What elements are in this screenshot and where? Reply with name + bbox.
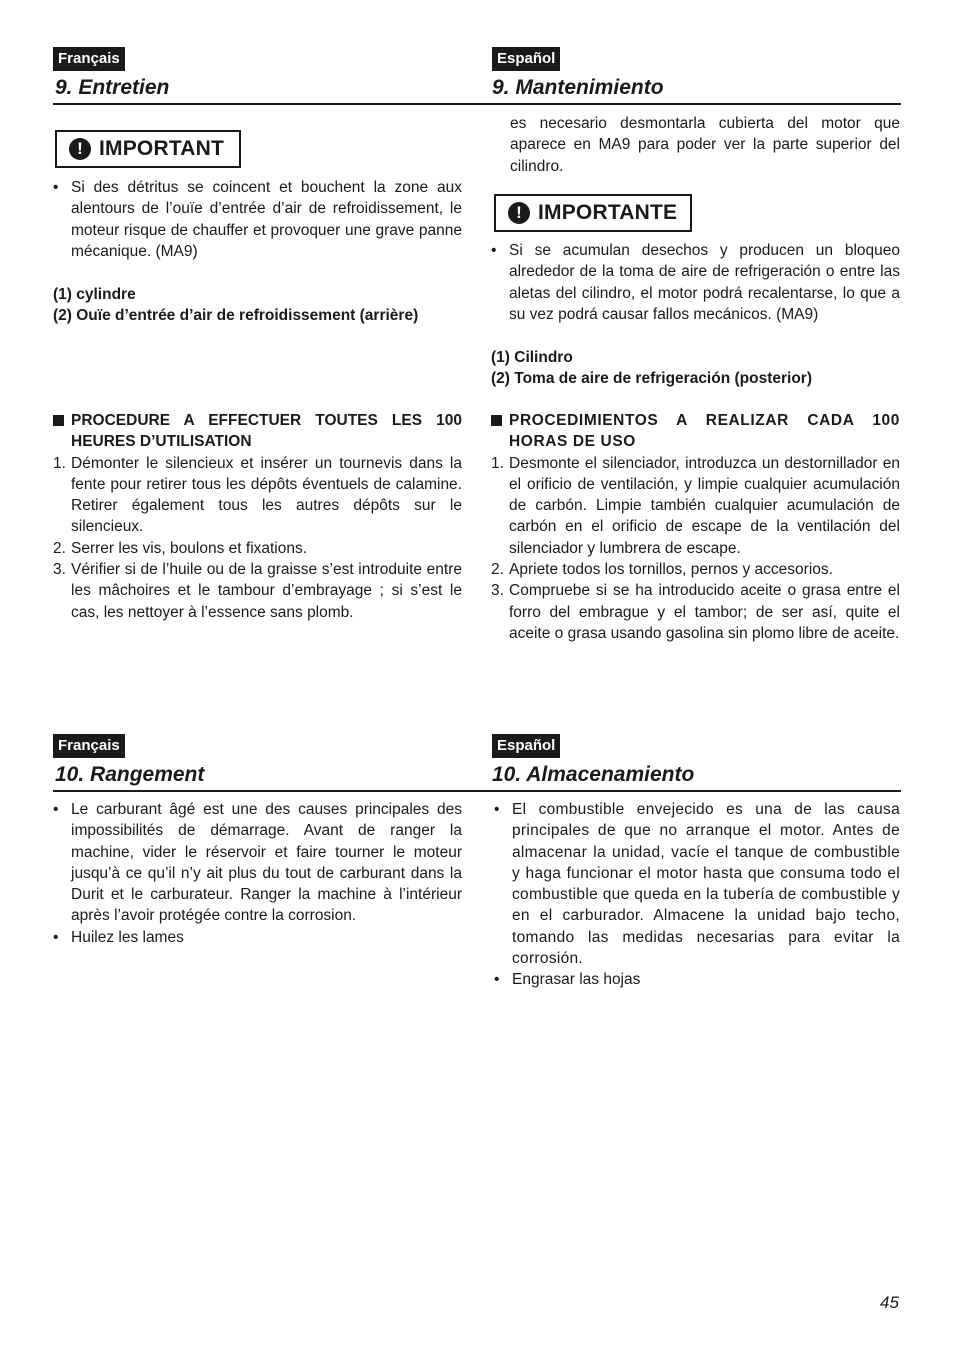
bullet-text: Si se acumulan desechos y producen un bloqueo alrededor de la toma de aire de refrigeración o entre las aletas del cilindro, el motor podrá recalentarse, lo que a su vez podrá causar fallos mecánicos. (MA9) (509, 242, 900, 323)
section-title-almacenamiento: 10. Almacenamiento (492, 763, 695, 786)
list-item: • Le carburant âgé est une des causes principales des impossibilités de démarrage. Avant de ranger la machine, vider le réservoir et faire tourner le moteur jusqu’à ce qu’il n’y ait plus du tout de carburant dans la Durit et le carburateur. Ranger la machine à l’intérieur après l’avoir protégée contre la corrosion. (53, 801, 462, 925)
language-tab-espanol: Español (492, 734, 560, 758)
header-rule (53, 790, 901, 792)
callout-item: (2) Toma de aire de refrigeración (posterior) (491, 370, 812, 388)
fr-important-body (53, 177, 462, 327)
section-title-mantenimiento: 9. Mantenimiento (492, 76, 664, 99)
list-item: 2. Apriete todos los tornillos, pernos y accesorios. (491, 561, 833, 579)
section-title-entretien: 9. Entretien (55, 76, 170, 99)
language-tab-francais: Français (53, 734, 125, 758)
language-tab-francais: Français (53, 47, 125, 71)
language-tab-espanol: Español (492, 47, 560, 71)
list-item: 3. Vérifier si de l’huile ou de la graisse s’est introduite entre les mâchoires et le tambour d’embrayage ; si s’est le cas, les nettoyer à l’essence sans plomb. (53, 561, 462, 621)
important-box-es (494, 194, 692, 232)
list-item (491, 240, 900, 325)
es-procedure (491, 410, 900, 644)
important-box-fr (55, 130, 241, 168)
fr-procedure (53, 410, 462, 623)
list-item: 2. Serrer les vis, boulons et fixations. (53, 539, 308, 557)
fr-storage (53, 799, 462, 948)
list-item: • Engrasar las hojas (494, 971, 641, 989)
important-label: IMPORTANT (99, 137, 225, 160)
callout-item: (2) Ouïe d’entrée d’air de refroidissement (arrière) (53, 307, 419, 325)
exclamation-icon: ! (508, 202, 530, 224)
exclamation-icon: ! (69, 138, 91, 160)
header-rule (53, 103, 901, 105)
important-label: IMPORTANTE (538, 201, 678, 224)
bullet-marker: • (53, 179, 59, 196)
list-item: • Huilez les lames (53, 928, 184, 946)
es-storage (494, 799, 900, 991)
list-item: • El combustible envejecido es una de las causa principales de que no arranque el motor. Antes de almacenar la unidad, vacíe el tanque de combustible y haga funcionar el motor hasta que consuma todo el combustible que queda en la tubería de combustible y en el carburador. Almacene la unidad bajo techo, tomando las medidas necesarias para evitar la corrosión. (494, 801, 900, 968)
es-intro-text: es necesario desmontarla cubierta del motor que aparece en MA9 para poder ver la parte superior del cilindro. (510, 115, 900, 175)
callout-item: (1) cylindre (53, 286, 136, 304)
bullet-marker: • (491, 242, 497, 259)
bullet-text: Si des détritus se coincent et bouchent la zone aux alentours de l’ouïe d’entrée d’air de refroidissement, le moteur risque de chauffer et provoquer une grave panne mécanique. (MA9) (71, 179, 462, 260)
list-item (53, 177, 462, 262)
square-bullet-icon (491, 415, 502, 426)
list-item: 3. Compruebe si se ha introducido aceite o grasa entre el forro del embrague y el tambor; de ser así, quite el aceite o grasa usando gasolina sin plomo libre de aceite. (491, 582, 900, 642)
list-item: 1. Desmonte el silenciador, introduzca un destornillador en el orificio de ventilación, y limpie cualquier acumulación de carbón. Limpie también cualquier acumulación de carbón en el orificio de escape de la ventilación del silenciador y lumbrera de escape. (491, 454, 900, 557)
es-important-body (491, 240, 900, 390)
callout-item: (1) Cilindro (491, 349, 573, 367)
procedure-heading: PROCEDURE A EFFECTUER TOUTES LES 100 HEURES D’UTILISATION (53, 410, 462, 453)
square-bullet-icon (53, 415, 64, 426)
list-item: 1. Démonter le silencieux et insérer un tournevis dans la fente pour retirer tous les dépôts éventuels de calamine. Retirer également tous les autres dépôts sur le silencieux. (53, 454, 462, 536)
page-number: 45 (880, 1293, 899, 1312)
section-title-rangement: 10. Rangement (55, 763, 205, 786)
procedure-heading: PROCEDIMIENTOS A REALIZAR CADA 100 HORAS DE USO (491, 410, 900, 453)
